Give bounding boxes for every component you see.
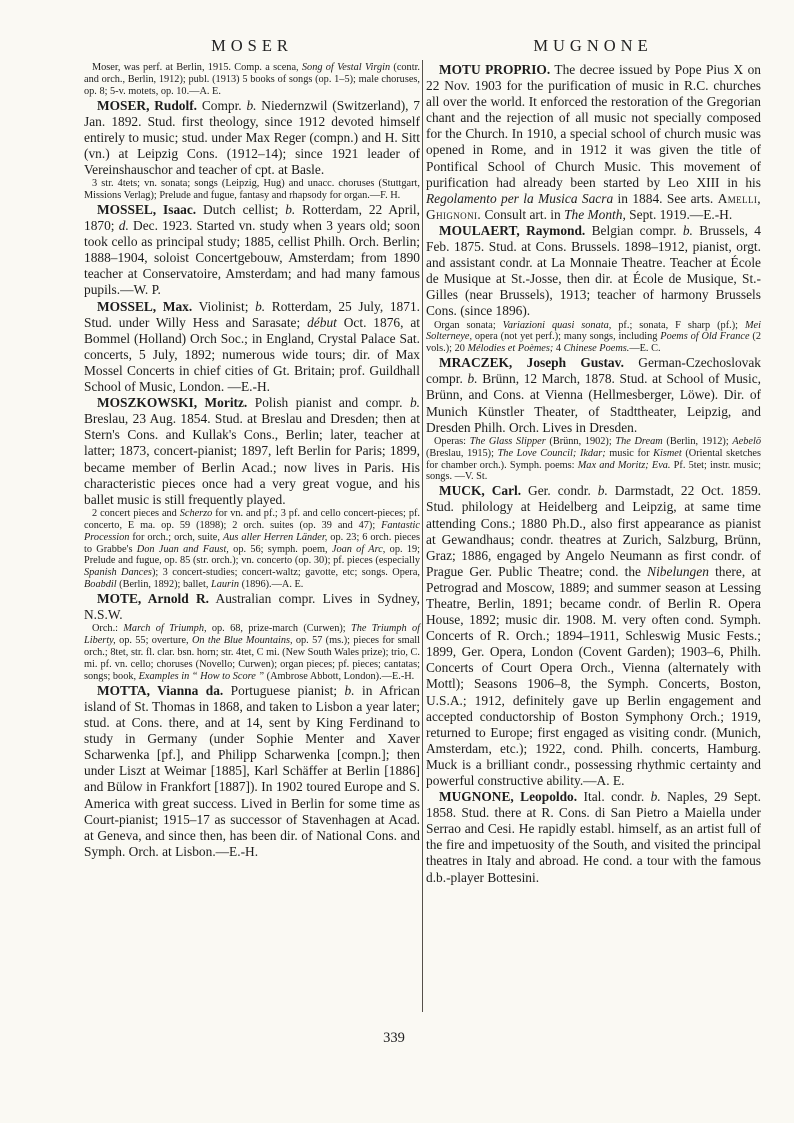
entry-headword: MOSSEL, Max. bbox=[97, 298, 193, 314]
entry-works-list-paragraph: Operas: The Glass Slipper (Brünn, 1902); The Dream (Berlin, 1912); Aebelö (Breslau, 1915); The Love Council; Ikdar; music for Kismet (Oriental sketches for chamber orch.). Symph. poems: Max and Moritz; Eva. Pf. 5tet; instr. music; songs. —V. St. bbox=[426, 435, 762, 483]
italic-title-text: Regolamento per la Musica Sacra bbox=[426, 190, 614, 206]
italic-title-text: Mélodies et Poèmes; bbox=[467, 343, 554, 355]
italic-title-text: Eva. bbox=[651, 459, 671, 471]
dictionary-entry bbox=[426, 483, 761, 789]
italic-title-text: Spanish Dances bbox=[84, 567, 152, 579]
entry-works-list-paragraph: Moser, was perf. at Berlin, 1915. Comp. a scena, Song of Vestal Virgin (contr. and orch., Berlin, 1912); publ. (1913) 5 books of songs (op. 1–5); male choruses, op. 8; 5-v. motets, op. 10.—A. E. bbox=[84, 62, 421, 97]
italic-title-text: Examples in “ How to Score ” bbox=[138, 670, 265, 682]
italic-title-text: b. bbox=[597, 483, 608, 499]
entry-works-list-paragraph: 2 concert pieces and Scherzo for vn. and pf.; 3 pf. and cello concert-pieces; pf. concerto, E ma. op. 59 (1898); 2 orch. suites (op. 39 and 47); Fantastic Procession for orch.; orch, suite, Aus aller Herren Länder, op. 23; 6 orch. pieces to Grabbe's Don Juan and Faust, op. 56; symph. poem, Joan of Arc, op. 19; Prelude and fugue, op. 85 (str. orch.); vn. concerto (op. 30); pf. pieces (especially Spanish Dances); 3 concert-studies; concert-waltz; gavotte, etc; songs. Opera, Boabdil (Berlin, 1892); ballet, Laurin (1896).—A. E. bbox=[84, 507, 420, 591]
italic-title-text: Song of Vestal Virgin bbox=[301, 62, 391, 73]
dictionary-entry bbox=[426, 223, 761, 355]
entry-works-list-paragraph: Organ sonata; Variazioni quasi sonata, pf.; sonata, F sharp (pf.); Mei Solterneye, opera (not yet perf.); many songs, including Poems of Old France (2 vols.); 20 Mélodies et Poèmes; 4 Chinese Poems.—E. C. bbox=[426, 319, 761, 355]
left-column bbox=[84, 62, 420, 886]
dictionary-entry bbox=[84, 62, 420, 98]
italic-title-text: b. bbox=[344, 682, 355, 698]
entry-main-paragraph: MOTE, Arnold R. Australian compr. Lives in Sydney, N.S.W. bbox=[84, 591, 420, 623]
entry-works-list-paragraph: 3 str. 4tets; vn. sonata; songs (Leipzig, Hug) and unacc. choruses (Stuttgart, Missions Verlag); Prelude and fugue, fantasy and rhapsody for organ.—F. H. bbox=[84, 178, 420, 202]
italic-title-text: Poems of Old France bbox=[660, 331, 750, 343]
italic-title-text: The Triumph of Liberty, bbox=[84, 623, 420, 647]
dictionary-entry bbox=[84, 683, 420, 860]
italic-title-text: b. bbox=[467, 371, 478, 387]
right-column bbox=[426, 62, 761, 886]
italic-title-text: The Dream bbox=[615, 435, 663, 447]
text-columns bbox=[84, 62, 761, 886]
entry-main-paragraph: MRACZEK, Joseph Gustav. German-Czechoslovak compr. b. Brünn, 12 March, 1878. Stud. at School of Music, Brünn, and Cons. at Vienna (Hellmesberger, Löwe). Dir. of Munich Künstler Theater, of Stadttheater, Leipzig, and Dresden Philh. Orch. Lives in Dresden. bbox=[426, 355, 761, 435]
italic-title-text: Don Juan and Faust, bbox=[136, 543, 229, 555]
entry-headword: MOTU PROPRIO. bbox=[439, 62, 551, 77]
italic-title-text: d. bbox=[118, 218, 129, 234]
entry-headword: MRACZEK, Joseph Gustav. bbox=[439, 355, 624, 371]
entry-headword: MUCK, Carl. bbox=[439, 483, 522, 499]
italic-title-text: b. bbox=[409, 395, 420, 411]
italic-title-text: b. bbox=[285, 202, 296, 217]
italic-title-text: Laurin bbox=[210, 579, 240, 591]
italic-title-text: March of Triumph, bbox=[123, 623, 207, 635]
italic-title-text: Fantastic Procession bbox=[84, 519, 420, 543]
italic-title-text: b. bbox=[246, 97, 257, 113]
italic-title-text: The Glass Slipper bbox=[469, 435, 546, 447]
italic-title-text: Joan of Arc, bbox=[331, 543, 386, 555]
italic-title-text: b. bbox=[650, 789, 661, 805]
entry-main-paragraph: MOULAERT, Raymond. Belgian compr. b. Brussels, 4 Feb. 1875. Stud. at Cons. Brussels. 1898–1912, pianist, orgt. and assistant condr. at La Monnaie Theatre. Teacher at École de Musique at St.-Josse, then dir. at École de Musique, St.-Gilles (near Brussels), 1913; teacher of harmony Brussels Cons. (since 1896). bbox=[426, 222, 762, 319]
entry-main-paragraph: MOTTA, Vianna da. Portuguese pianist; b. in African island of St. Thomas in 1868, and taken to Lisbon a year later; stud. at Cons. there, and at 14, sent by King Ferdinand to study in Germany (under Sophie Menter and Xaver Scharwenka [pf.], and Philipp Scharwenka [compn.]; then under Liszt at Weimar [1885], Karl Schäffer at Berlin [1886] and Bülow in Frankfort [1887]). In 1902 toured Europe and S. America with great success. Lived in Berlin for some time as Court-pianist; 1915–17 as successor of Stavenhagen at Acad. at Geneva, and since then, has been dir. of National Cons. and Symph. Orch. at Lisbon.—E.-H. bbox=[84, 682, 420, 859]
entry-headword: MOTTA, Vianna da. bbox=[97, 682, 224, 698]
entry-headword: MOTE, Arnold R. bbox=[97, 591, 209, 607]
page-number: 339 bbox=[383, 1030, 405, 1046]
entry-headword: MUGNONE, Leopoldo. bbox=[439, 789, 578, 805]
running-head-right: MUGNONE bbox=[533, 36, 653, 55]
entry-main-paragraph: MOSER, Rudolf. Compr. b. Niedernzwil (Switzerland), 7 Jan. 1892. Stud. first theology, since 1912 devoted himself entirely to music; stud. under Max Reger (compn.) and H. Sitt (vn.) at Leipzig Cons. (1912–14); since 1921 leader of Vereinshauschor and teacher of cpt. at Basle. bbox=[84, 97, 420, 178]
dictionary-entry bbox=[426, 355, 761, 483]
dictionary-entry bbox=[84, 202, 420, 299]
entry-main-paragraph: MUCK, Carl. Ger. condr. b. Darmstadt, 22 Oct. 1859. Stud. philology at Heidelberg and Leipzig, at same time attending Cons.; 1880 Ph.D., also first appearance as pianist at Gewandhaus; condr. theatres at Zurich, Salzburg, Brünn, Graz; 1886, engaged by Angelo Neumann as first condr. of Prague Ger. Public Theatre; cond. the Nibelungen there, at Petrograd and Moscow, 1889; and summer season at Lessing Theatre, Berlin, 1891; became condr. of Berlin R. Opera House, 1892; music dir. 1908. M. very often cond. Symph. Concerts of R. Orch.; 1894–1911, Schleswig Music Fests.; 1899, Ger. Opera, London (Covent Garden); 1903–6, Philh. Concerts of Court Opera Orch., Vienna (alternately with Mottl); Seasons 1906–8, the Symph. Concerts, Boston, U.S.A.; 1912, definitely gave up Berlin engagement and accepted conductorship of Boston Symphony Orch.; 1919, returned to Europe; first engaged as visiting condr. (Munich, Amsterdam, etc.); 1922, cond. Philh. concerts, Hamburg. Muck is a brilliant condr., possessing rhythmic certainty and powerful constructive ability.—A. E. bbox=[426, 483, 762, 788]
italic-title-text: début bbox=[307, 314, 337, 330]
italic-title-text: On the Blue Mountains, bbox=[191, 635, 293, 647]
dictionary-entry bbox=[84, 299, 420, 396]
italic-title-text: The Month, bbox=[564, 206, 626, 222]
italic-title-text: The Love Council; bbox=[497, 447, 577, 459]
running-heads bbox=[0, 36, 794, 58]
entry-main-paragraph: MOTU PROPRIO. The decree issued by Pope Pius X on 22 Nov. 1903 for the purification of music in R.C. churches all over the world. It enforced the restoration of the Gregorian chant and the rejection of all music not specially composed for the Church. In 1910, a special school of church music was opened in Rome, and in 1912 it was given the title of Pontifical School of Church Music. This movement of purification had already been started by Leo XIII in his Regolamento per la Musica Sacra in 1884. See arts. Amelli, Ghignoni. Consult art. in The Month, Sept. 1919.—E.-H. bbox=[426, 62, 761, 222]
italic-title-text: b. bbox=[255, 298, 266, 314]
entry-headword: MOSER, Rudolf. bbox=[97, 97, 198, 113]
italic-title-text: Kismet bbox=[653, 447, 682, 459]
italic-title-text: Ikdar; bbox=[579, 447, 606, 459]
dictionary-entry bbox=[426, 789, 761, 886]
italic-title-text: Chinese Poems. bbox=[563, 343, 630, 355]
entry-main-paragraph: MOSZKOWSKI, Moritz. Polish pianist and compr. b. Breslau, 23 Aug. 1854. Stud. at Breslau and Dresden; then at Stern's Cons. and Kullak's Cons., Berlin; later, teacher at latter; 1873, concert-pianist; 1897, left Berlin for Paris; 1899, became member of Berlin Acad.; now lives in Paris. His characteristic pieces once had a very great vogue, and his ballet music is still frequently played. bbox=[84, 395, 420, 507]
italic-title-text: Aebelö bbox=[732, 435, 761, 447]
entry-main-paragraph: MOSSEL, Max. Violinist; b. Rotterdam, 25 July, 1871. Stud. under Willy Hess and Sarasate; début Oct. 1876, at Bommel (Holland) Orch Soc.; in England, Crystal Palace Sat. concerts, 5 July, 1892; numerous wide tours; dir. of Max Mossel Concerts in chief cities of Gt. Britain; prof. Guildhall School of Music, London. —E.-H. bbox=[84, 298, 420, 395]
italic-title-text: Aus aller Herren Länder, bbox=[222, 531, 328, 543]
entry-main-paragraph: MOSSEL, Isaac. Dutch cellist; b. Rotterdam, 22 April, 1870; d. Dec. 1923. Started vn. study when 3 years old; soon took cello as principal study; 1885, cellist Philh. Orch. Berlin; 1888–1904, soloist Concertgebouw, Amsterdam; from 1890 teacher at Conservatoire, Amsterdam; and had many famous pupils.—W. P. bbox=[84, 202, 420, 298]
entry-headword: MOULAERT, Raymond. bbox=[439, 222, 586, 238]
entry-headword: MOSSEL, Isaac. bbox=[97, 202, 197, 217]
italic-title-text: Mei Solterneye, bbox=[426, 319, 761, 343]
entry-works-list-paragraph: Orch.: March of Triumph, op. 68, prize-march (Curwen); The Triumph of Liberty, op. 55; overture, On the Blue Mountains, op. 57 (ms.); pieces for small orch.; 8tet, str. fl. clar. bsn. horn; str. 4tet, C mi. (New South Wales prize); trio, C. mi. pf. vn. cello; choruses (Novello; Curwen); organ pieces; pf. pieces; cantatas; songs; book, Examples in “ How to Score ” (Ambrose Abbott, London).—E.-H. bbox=[84, 623, 420, 682]
dictionary-entry bbox=[84, 591, 420, 683]
small-caps-text: Amelli, Ghignoni. bbox=[426, 190, 761, 222]
dictionary-entry bbox=[84, 395, 420, 591]
italic-title-text: Nibelungen bbox=[647, 563, 709, 579]
italic-title-text: Variazioni quasi sonata, bbox=[502, 319, 612, 331]
italic-title-text: b. bbox=[682, 222, 693, 238]
italic-title-text: Max and Moritz; bbox=[577, 459, 649, 471]
dictionary-entry bbox=[426, 62, 761, 223]
entry-headword: MOSZKOWSKI, Moritz. bbox=[97, 395, 248, 411]
running-head-left: MOSER bbox=[211, 36, 293, 55]
dictionary-entry bbox=[84, 98, 420, 202]
italic-title-text: Scherzo bbox=[179, 507, 213, 519]
italic-title-text: Boabdil bbox=[84, 579, 117, 591]
entry-main-paragraph: MUGNONE, Leopoldo. Ital. condr. b. Naples, 29 Sept. 1858. Stud. there at R. Cons. di San Pietro a Maiella under Serrao and Cesi. He rapidly establ. himself, as an artist full of the fire and impetuosity of the South, and visited the principal theatres in Italy and abroad. He cond. a tour with the famous d.b.-player Bottesini. bbox=[426, 789, 762, 885]
